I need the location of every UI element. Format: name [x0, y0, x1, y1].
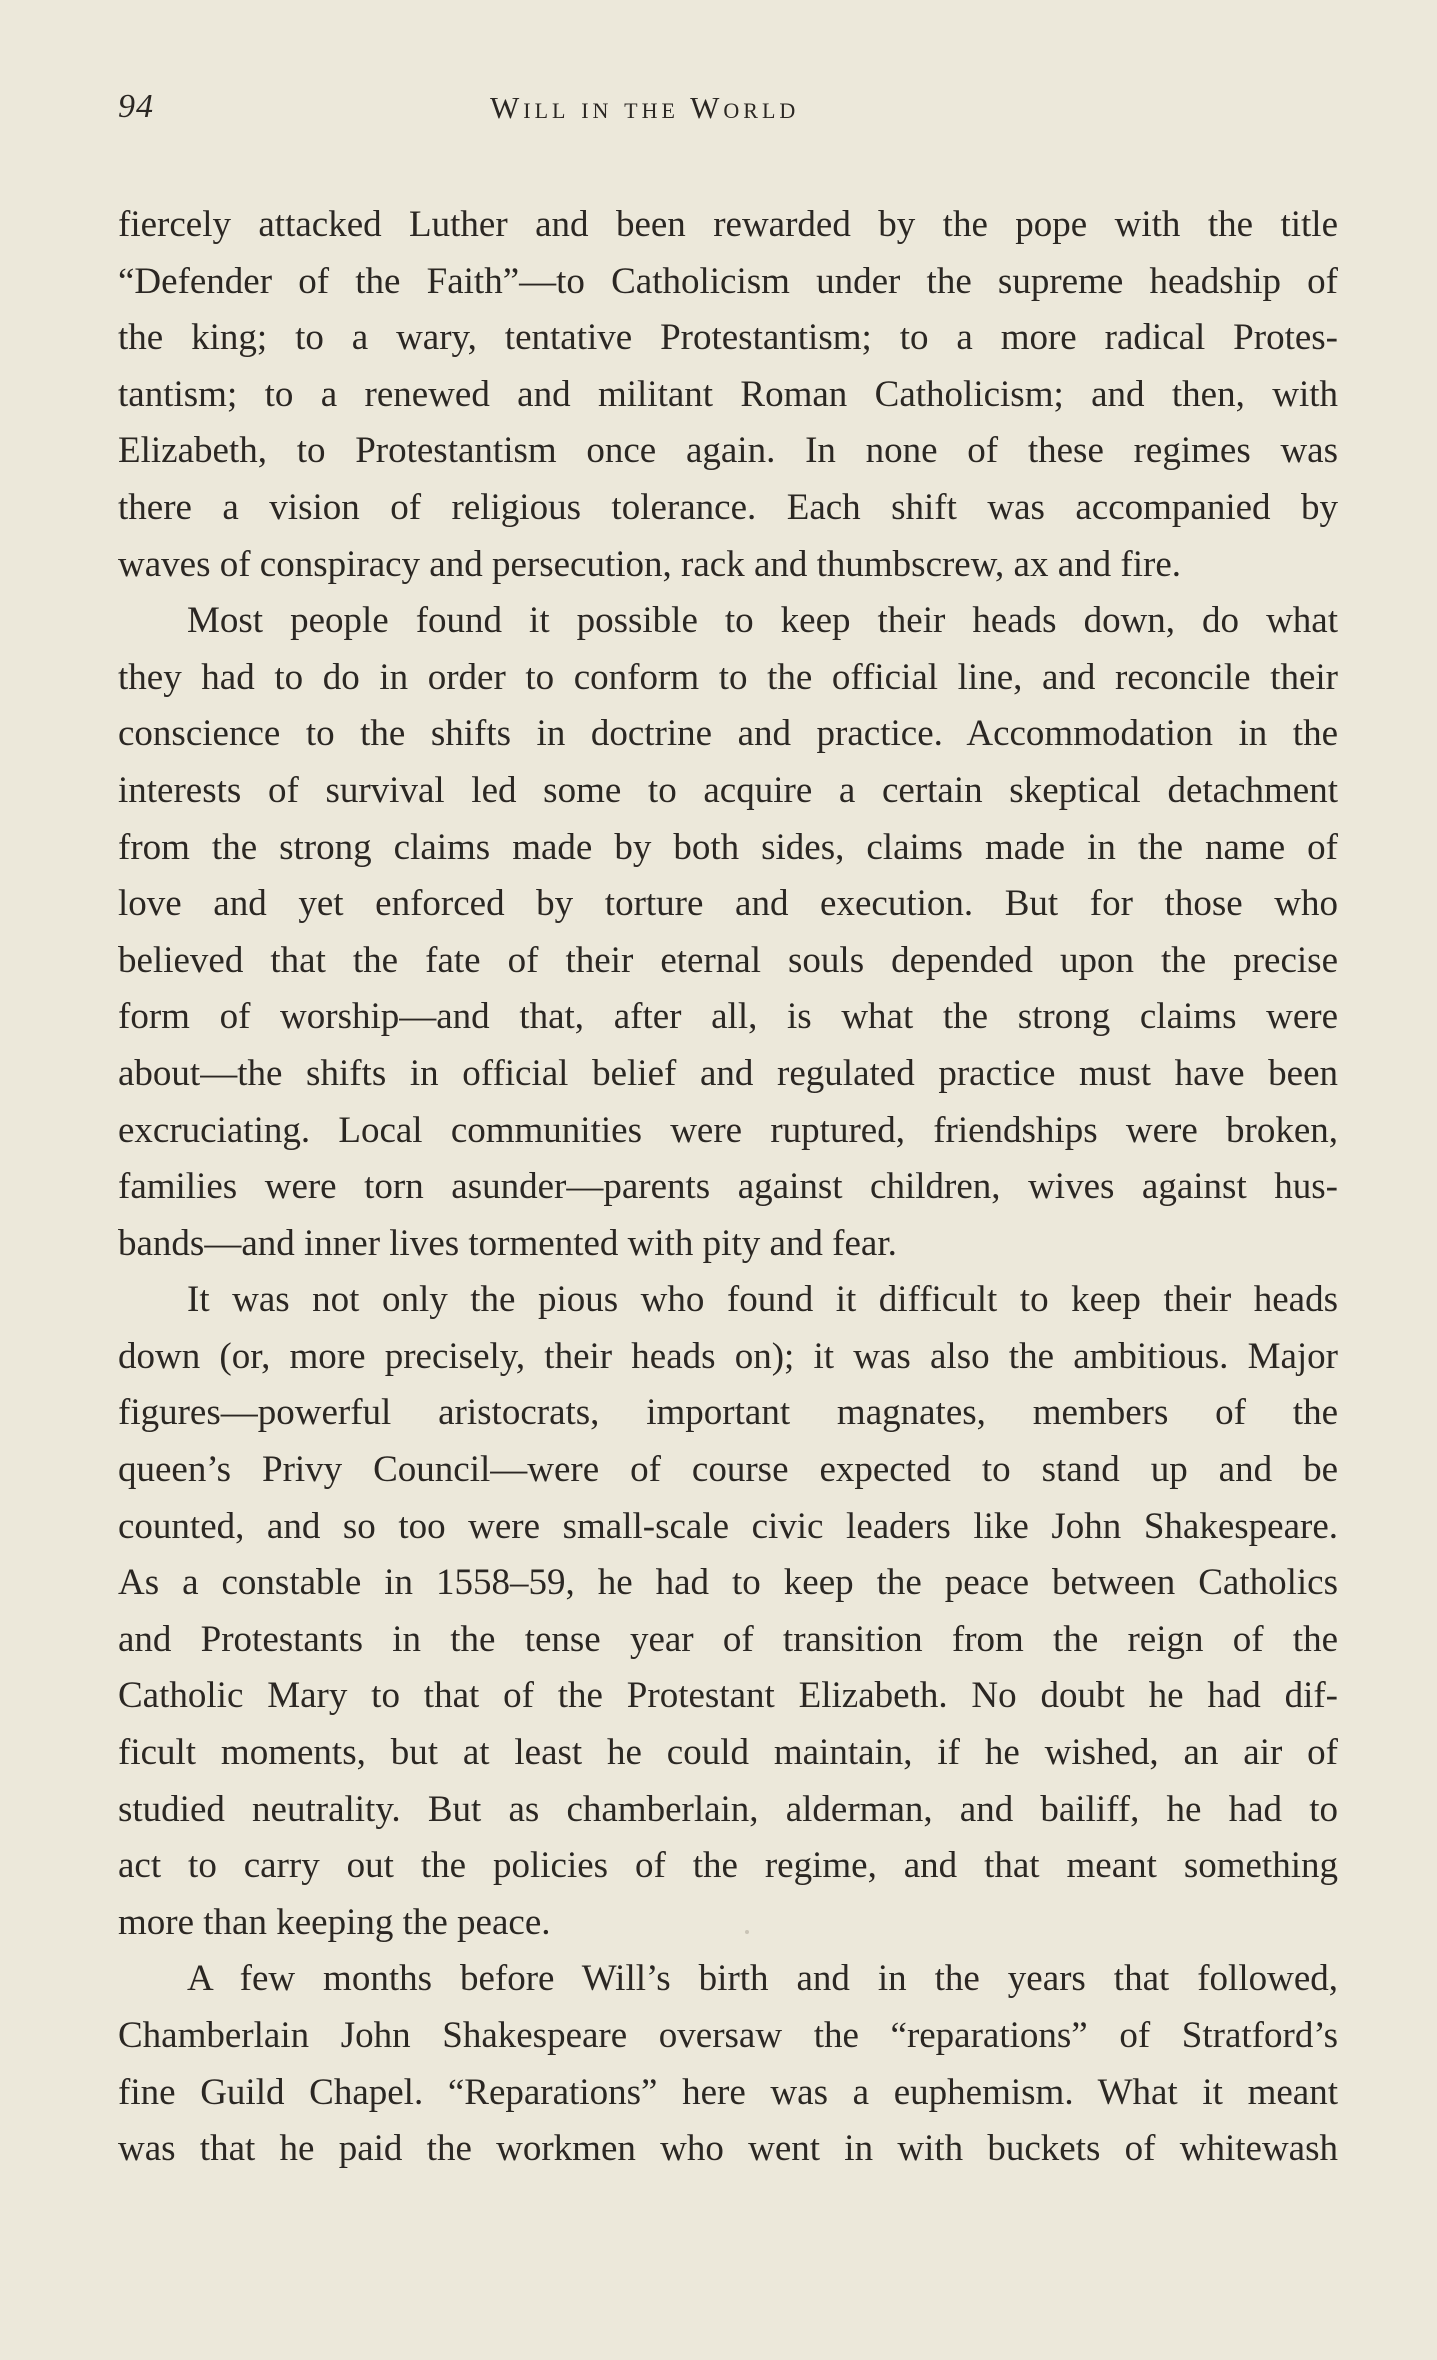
text-line: families were torn asunder—parents against children, wives against hus- — [118, 1166, 1338, 1208]
text-line: there a vision of religious tolerance. Each shift was accompanied by — [118, 486, 1338, 528]
text-line: was that he paid the workmen who went in with buckets of whitewash — [118, 2128, 1338, 2170]
text-line: tantism; to a renewed and militant Roman Catholicism; and then, with — [118, 373, 1338, 415]
text-line: fiercely attacked Luther and been rewarded by the pope with the title — [118, 204, 1338, 245]
text-line: excruciating. Local communities were ruptured, friendships were broken, — [118, 1109, 1338, 1151]
text-line: love and yet enforced by torture and execution. But for those who — [118, 883, 1338, 925]
text-line: figures—powerful aristocrats, important magnates, members of the — [118, 1392, 1338, 1434]
ink-speck — [745, 1930, 749, 1934]
text-line: counted, and so too were small-scale civic leaders like John Shakespeare. — [118, 1505, 1338, 1547]
paragraph-first-line: A few months before Will’s birth and in the years that followed, — [187, 1958, 1338, 2000]
text-line: down (or, more precisely, their heads on); it was also the ambitious. Major — [118, 1335, 1338, 1377]
text-line: believed that the fate of their eternal souls depended upon the precise — [118, 939, 1338, 981]
text-line: “Defender of the Faith”—to Catholicism under the supreme headship of — [118, 260, 1338, 302]
paragraph-first-line: It was not only the pious who found it difficult to keep their heads — [187, 1279, 1338, 1321]
page-number: 94 — [118, 88, 154, 125]
text-line: Chamberlain John Shakespeare oversaw the “reparations” of Stratford’s — [118, 2015, 1338, 2056]
text-line: interests of survival led some to acquire a certain skeptical detachment — [118, 769, 1338, 811]
text-line: more than keeping the peace. — [118, 1901, 551, 1943]
text-line: ficult moments, but at least he could maintain, if he wished, an air of — [118, 1732, 1338, 1774]
body-text — [118, 197, 1338, 2178]
text-line: Elizabeth, to Protestantism once again. In none of these regimes was — [118, 430, 1338, 472]
text-line: waves of conspiracy and persecution, rack and thumbscrew, ax and fire. — [118, 543, 1181, 585]
text-line: and Protestants in the tense year of transition from the reign of the — [118, 1618, 1338, 1660]
text-line: queen’s Privy Council—were of course expected to stand up and be — [118, 1449, 1338, 1491]
paragraph-first-line: Most people found it possible to keep their heads down, do what — [187, 600, 1338, 642]
text-line: conscience to the shifts in doctrine and practice. Accommodation in the — [118, 713, 1338, 755]
text-line: bands—and inner lives tormented with pity and fear. — [118, 1222, 897, 1264]
text-line: form of worship—and that, after all, is what the strong claims were — [118, 996, 1338, 1038]
running-head: Will in the World — [490, 90, 800, 125]
text-line: about—the shifts in official belief and regulated practice must have been — [118, 1052, 1338, 1094]
text-line: they had to do in order to conform to the official line, and reconcile their — [118, 656, 1338, 698]
text-line: fine Guild Chapel. “Reparations” here was a euphemism. What it meant — [118, 2071, 1338, 2113]
text-line: Catholic Mary to that of the Protestant Elizabeth. No doubt he had dif- — [118, 1675, 1338, 1717]
text-line: act to carry out the policies of the regime, and that meant something — [118, 1845, 1338, 1887]
text-line: studied neutrality. But as chamberlain, alderman, and bailiff, he had to — [118, 1788, 1338, 1830]
text-line: the king; to a wary, tentative Protestantism; to a more radical Protes- — [118, 317, 1338, 359]
text-line: As a constable in 1558–59, he had to keep the peace between Catholics — [118, 1562, 1338, 1604]
page-header — [118, 88, 1338, 138]
text-line: from the strong claims made by both sides, claims made in the name of — [118, 826, 1338, 868]
